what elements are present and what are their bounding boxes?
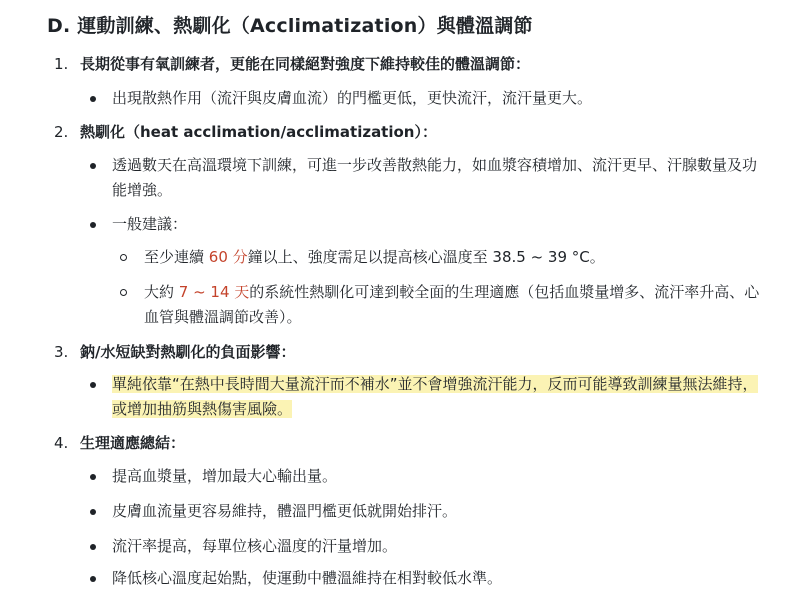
bullet-item (90, 212, 770, 237)
bullet-text: 降低核心溫度起始點，使運動中體溫維持在相對較低水準。 (112, 569, 503, 587)
bullet-item (90, 153, 770, 203)
bullet-dot-icon (90, 222, 96, 228)
bullet-dot-icon (90, 544, 96, 550)
list-item-3 (54, 341, 295, 363)
circle-bullet-icon (120, 289, 127, 296)
item-number: 1. (54, 55, 69, 73)
bullet-dot-icon (90, 96, 96, 102)
bullet-item (90, 464, 770, 489)
list-item-1 (54, 53, 530, 75)
bullet-text: 出現散熱作用（流汗與皮膚血流）的門檻更低，更快流汗，流汗量更大。 (112, 89, 593, 107)
bullet-dot-icon (90, 163, 96, 169)
item-number: 4. (54, 434, 69, 452)
highlight-days: 7 ~ 14 天 (178, 283, 250, 301)
item-heading: 熱馴化（heat acclimation/acclimatization）： (80, 123, 437, 141)
circle-bullet-icon (120, 254, 127, 261)
section-title: D. 運動訓練、熱馴化（Acclimatization）與體溫調節 (47, 15, 533, 37)
item-heading: 生理適應總結： (80, 434, 186, 452)
highlighted-text: 單純依靠“在熱中長時間大量流汗而不補水”並不會增強流汗能力，反而可能導致訓練量無法維持，或增加抽筋與熱傷害風險。 (112, 375, 758, 418)
item-number: 2. (54, 123, 69, 141)
item-heading: 鈉/水短缺對熱馴化的負面影響： (80, 343, 296, 361)
bullet-item (90, 86, 770, 111)
bullet-text: 透過數天在高溫環境下訓練，可進一步改善散熱能力，如血漿容積增加、流汗更早、汗腺數量及功能增強。 (112, 156, 758, 199)
bullet-dot-icon (90, 474, 96, 480)
sub-bullet-item (120, 280, 770, 330)
highlight-duration: 60 分 (208, 248, 248, 266)
bullet-text: 提高血漿量，增加最大心輸出量。 (112, 467, 338, 485)
item-heading: 長期從事有氧訓練者，更能在同樣絕對強度下維持較佳的體溫調節： (80, 55, 531, 73)
bullet-text: 一般建議： (112, 215, 188, 233)
sub-bullet-item (120, 245, 770, 270)
list-item-2 (54, 121, 437, 143)
bullet-dot-icon (90, 382, 96, 388)
bullet-item (90, 372, 770, 422)
bullet-text: 皮膚血流量更容易維持，體溫門檻更低就開始排汗。 (112, 502, 458, 520)
bullet-dot-icon (90, 509, 96, 515)
bullet-text: 流汗率提高，每單位核心溫度的汗量增加。 (112, 537, 398, 555)
item-number: 3. (54, 343, 69, 361)
bullet-item (90, 534, 770, 559)
sub-bullet-text: 至少連續 60 分鐘以上、強度需足以提高核心溫度至 38.5 ~ 39 °C。 (144, 248, 605, 266)
list-item-4 (54, 432, 185, 454)
bullet-item (90, 499, 770, 524)
sub-bullet-text: 大約 7 ~ 14 天的系統性熱馴化可達到較全面的生理適應（包括血漿量增多、流汗率升高、心血管與體溫調節改善）。 (144, 283, 760, 326)
bullet-dot-icon (90, 576, 96, 582)
bullet-item (90, 566, 770, 591)
